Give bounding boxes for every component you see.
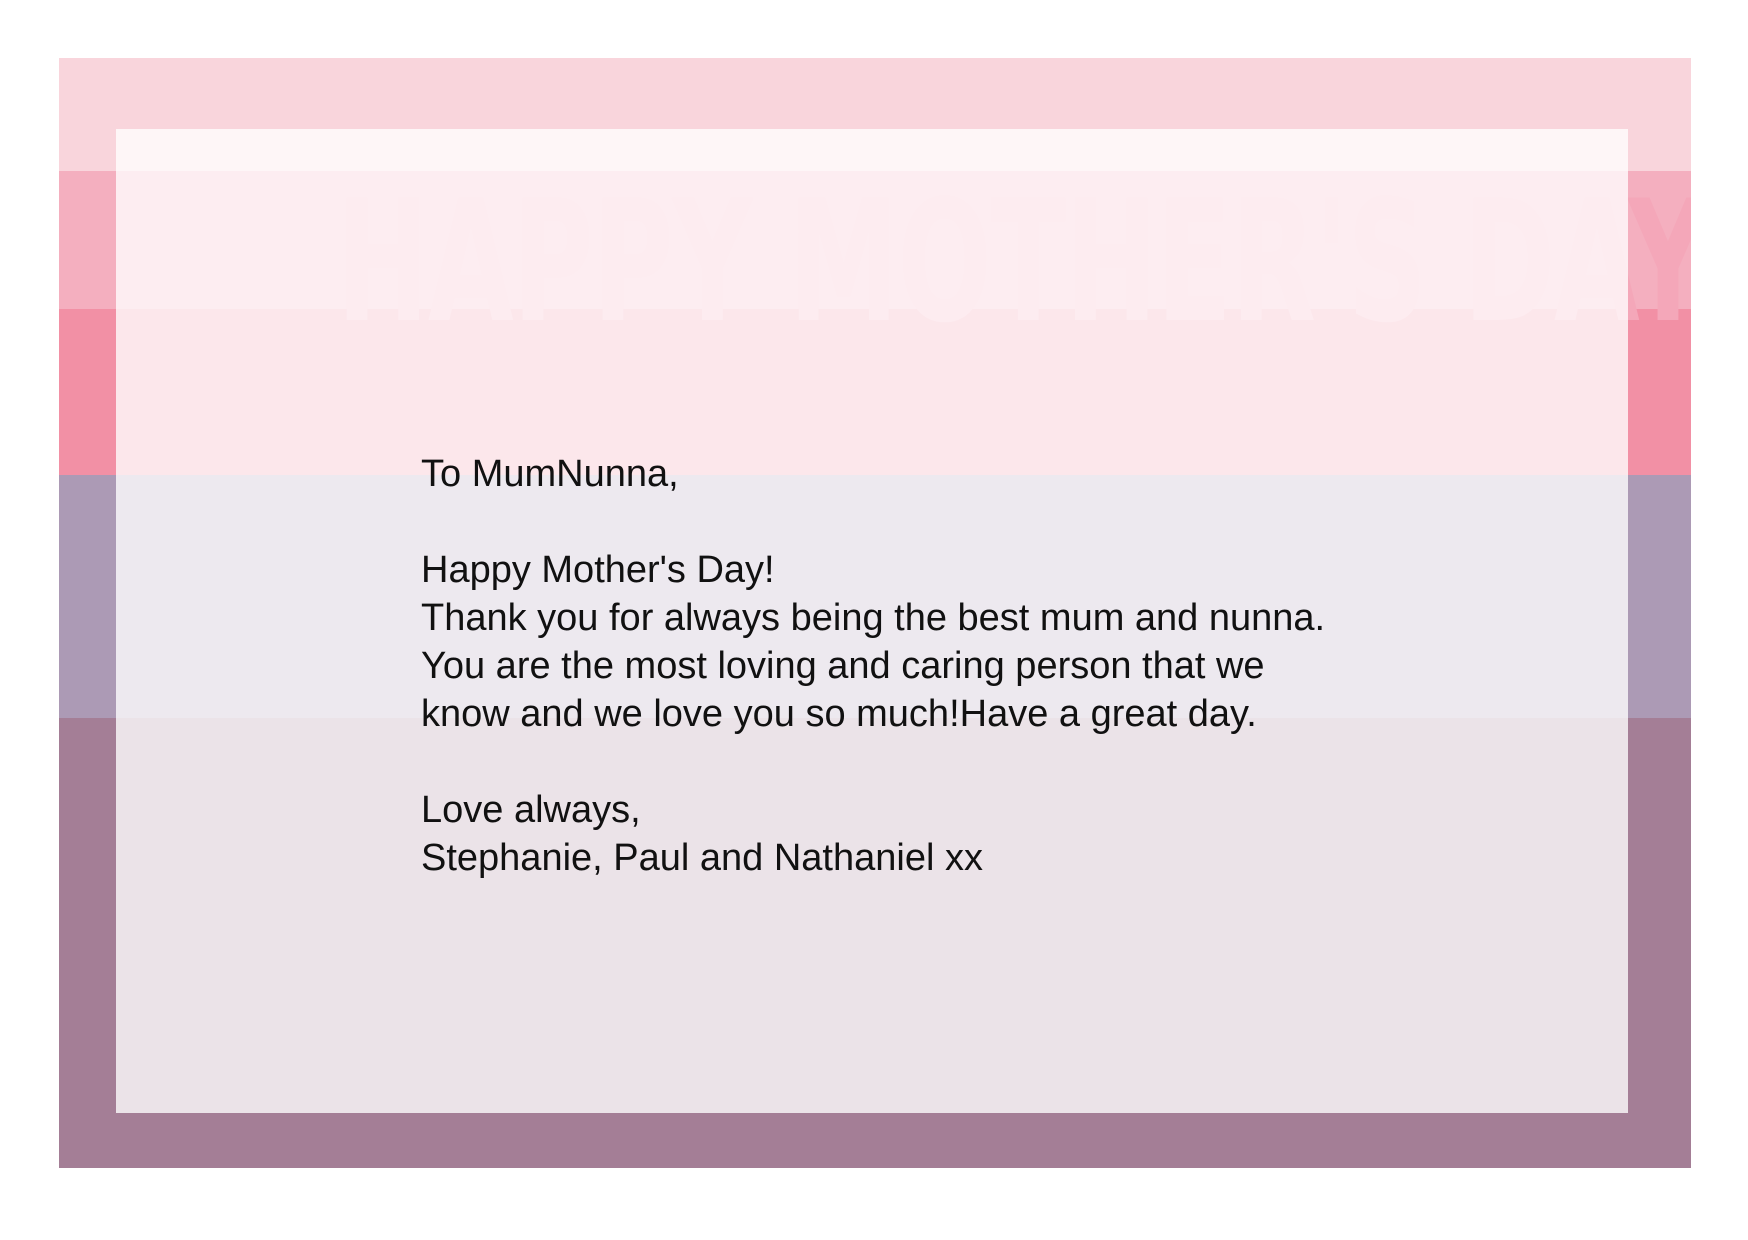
opening-line: Happy Mother's Day! (421, 549, 775, 591)
message-body (421, 450, 1361, 882)
greeting-line: To MumNunna, (421, 453, 679, 495)
closing-line: Love always, (421, 789, 641, 831)
message-paragraph: Thank you for always being the best mum and nunna. You are the most loving and caring person that we know and we love you so much!Have a great day. (421, 597, 1326, 735)
signature-line: Stephanie, Paul and Nathaniel xx (421, 837, 983, 879)
